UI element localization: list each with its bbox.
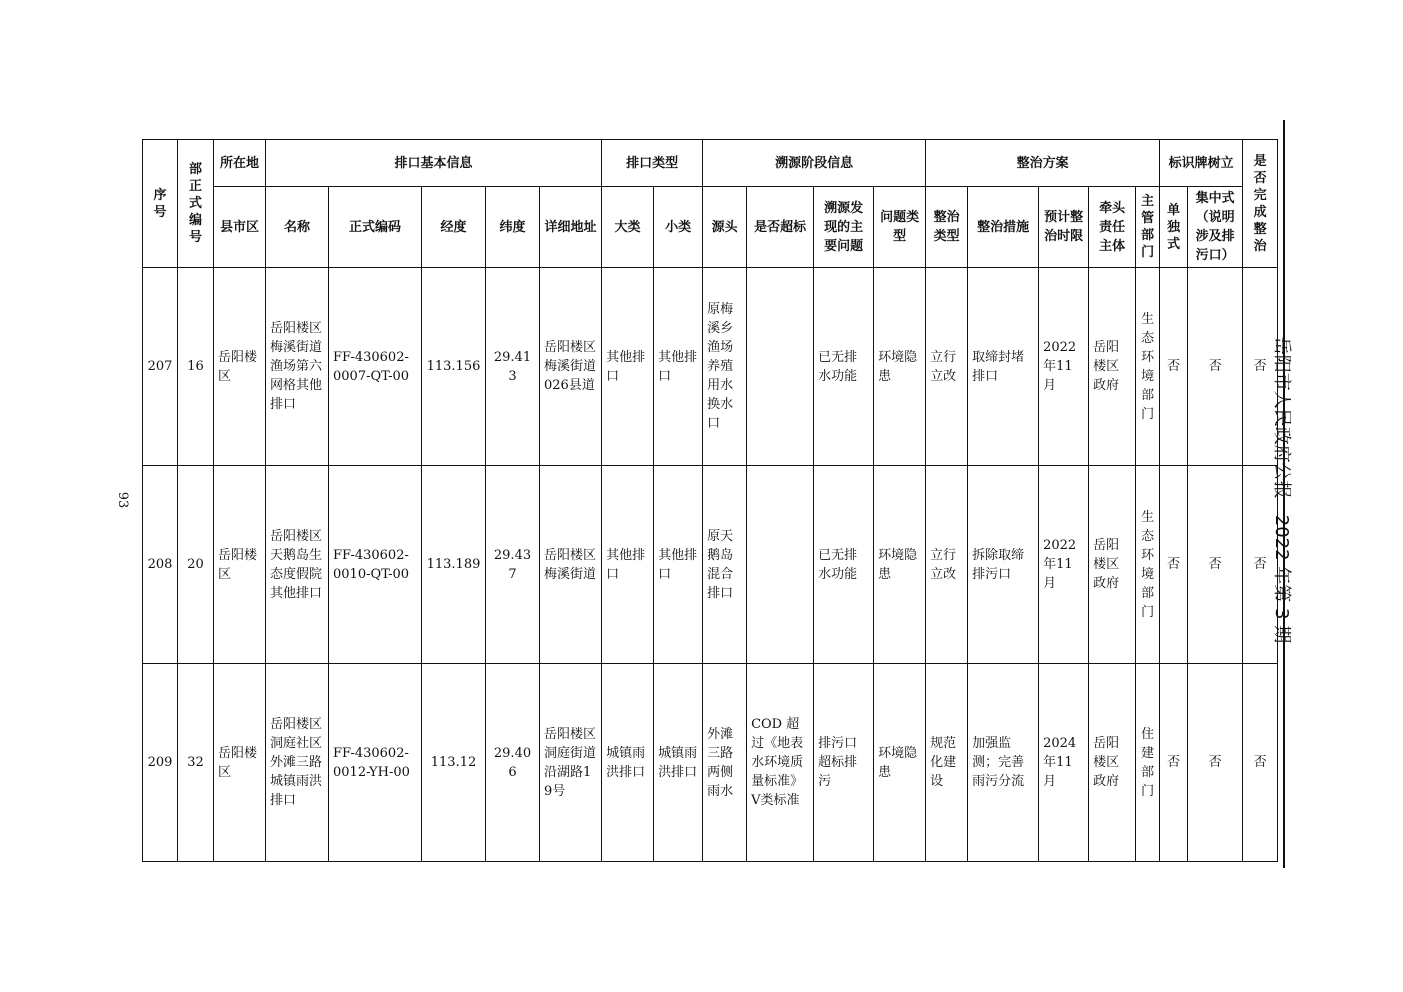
header-central: 集中式（说明涉及排污口） — [1188, 187, 1243, 268]
cell-major: 城镇雨洪排口 — [602, 664, 654, 862]
header-deadline: 预计整治时限 — [1039, 187, 1089, 268]
cell-rect-type: 规范化建设 — [926, 664, 968, 862]
cell-deadline: 2022年11月 — [1039, 466, 1089, 664]
journal-issue: 2022 年第 3 期 — [1271, 514, 1292, 644]
cell-seq: 207 — [143, 268, 178, 466]
cell-measure: 加强监测；完善雨污分流 — [968, 664, 1039, 862]
header-trace: 溯源阶段信息 — [703, 140, 926, 187]
cell-problem-type: 环境隐患 — [874, 268, 926, 466]
header-dept: 主管部门 — [1136, 187, 1160, 268]
cell-address: 岳阳楼区洞庭街道沿湖路19号 — [540, 664, 602, 862]
cell-problem-type: 环境隐患 — [874, 664, 926, 862]
table-row — [143, 268, 1278, 466]
cell-address: 岳阳楼区梅溪街道 — [540, 466, 602, 664]
cell-formal-no: 20 — [178, 466, 214, 664]
header-source: 源头 — [703, 187, 747, 268]
header-problem-type: 问题类型 — [874, 187, 926, 268]
cell-measure: 拆除取缔排污口 — [968, 466, 1039, 664]
cell-lng: 113.156 — [422, 268, 486, 466]
header-exceed: 是否超标 — [747, 187, 814, 268]
cell-source: 原天鹅岛混合排口 — [703, 466, 747, 664]
cell-deadline: 2022年11月 — [1039, 268, 1089, 466]
cell-name: 岳阳楼区梅溪街道渔场第六网格其他排口 — [266, 268, 329, 466]
journal-name: 岳阳市人民政府公报 — [1271, 336, 1292, 499]
cell-single: 否 — [1160, 664, 1188, 862]
cell-problem-type: 环境隐患 — [874, 466, 926, 664]
cell-done: 否 — [1243, 466, 1278, 664]
cell-name: 岳阳楼区天鹅岛生态度假院其他排口 — [266, 466, 329, 664]
cell-problem: 已无排水功能 — [814, 268, 874, 466]
header-rectify: 整治方案 — [926, 140, 1160, 187]
page-number: 93 — [115, 491, 130, 509]
header-sign: 标识牌树立 — [1160, 140, 1243, 187]
header-single: 单独式 — [1160, 187, 1188, 268]
cell-dept: 生态环境部门 — [1136, 466, 1160, 664]
cell-central: 否 — [1188, 268, 1243, 466]
cell-seq: 208 — [143, 466, 178, 664]
cell-problem: 排污口超标排污 — [814, 664, 874, 862]
cell-lng: 113.12 — [422, 664, 486, 862]
header-code: 正式编码 — [329, 187, 422, 268]
table-row — [143, 664, 1278, 862]
cell-dept: 住建部门 — [1136, 664, 1160, 862]
cell-lead: 岳阳楼区政府 — [1089, 466, 1136, 664]
header-address: 详细地址 — [540, 187, 602, 268]
header-done: 是否完成整治 — [1243, 140, 1278, 268]
cell-exceed — [747, 466, 814, 664]
cell-dept: 生态环境部门 — [1136, 268, 1160, 466]
cell-done: 否 — [1243, 664, 1278, 862]
cell-seq: 209 — [143, 664, 178, 862]
header-lat: 纬度 — [486, 187, 540, 268]
cell-lead: 岳阳楼区政府 — [1089, 664, 1136, 862]
cell-formal-no: 32 — [178, 664, 214, 862]
cell-major: 其他排口 — [602, 466, 654, 664]
cell-exceed — [747, 268, 814, 466]
cell-county: 岳阳楼区 — [214, 268, 266, 466]
cell-lat: 29.413 — [486, 268, 540, 466]
cell-minor: 其他排口 — [654, 466, 703, 664]
cell-major: 其他排口 — [602, 268, 654, 466]
table-row — [143, 466, 1278, 664]
header-problem: 溯源发现的主要问题 — [814, 187, 874, 268]
cell-done: 否 — [1243, 268, 1278, 466]
cell-code: FF-430602-0010-QT-00 — [329, 466, 422, 664]
cell-code: FF-430602-0007-QT-00 — [329, 268, 422, 466]
cell-rect-type: 立行立改 — [926, 466, 968, 664]
cell-lat: 29.437 — [486, 466, 540, 664]
cell-lead: 岳阳楼区政府 — [1089, 268, 1136, 466]
header-lead: 牵头责任主体 — [1089, 187, 1136, 268]
header-outlet-info: 排口基本信息 — [266, 140, 602, 187]
header-formal-no: 部正式编号 — [178, 140, 214, 268]
cell-lat: 29.406 — [486, 664, 540, 862]
outlet-table — [142, 139, 1278, 862]
cell-name: 岳阳楼区洞庭社区外滩三路城镇雨洪排口 — [266, 664, 329, 862]
header-outlet-type: 排口类型 — [602, 140, 703, 187]
cell-county: 岳阳楼区 — [214, 664, 266, 862]
cell-deadline: 2024年11月 — [1039, 664, 1089, 862]
cell-source: 外滩三路两侧雨水 — [703, 664, 747, 862]
cell-exceed: COD 超过《地表水环境质量标准》V类标准 — [747, 664, 814, 862]
cell-county: 岳阳楼区 — [214, 466, 266, 664]
cell-central: 否 — [1188, 466, 1243, 664]
header-county: 县市区 — [214, 187, 266, 268]
cell-single: 否 — [1160, 268, 1188, 466]
cell-formal-no: 16 — [178, 268, 214, 466]
cell-problem: 已无排水功能 — [814, 466, 874, 664]
cell-measure: 取缔封堵排口 — [968, 268, 1039, 466]
header-name: 名称 — [266, 187, 329, 268]
header-rect-type: 整治类型 — [926, 187, 968, 268]
header-location: 所在地 — [214, 140, 266, 187]
header-seq: 序号 — [143, 140, 178, 268]
header-major: 大类 — [602, 187, 654, 268]
cell-lng: 113.189 — [422, 466, 486, 664]
cell-address: 岳阳楼区梅溪街道026县道 — [540, 268, 602, 466]
cell-single: 否 — [1160, 466, 1188, 664]
cell-minor: 城镇雨洪排口 — [654, 664, 703, 862]
cell-code: FF-430602-0012-YH-00 — [329, 664, 422, 862]
cell-central: 否 — [1188, 664, 1243, 862]
cell-minor: 其他排口 — [654, 268, 703, 466]
header-lng: 经度 — [422, 187, 486, 268]
cell-source: 原梅溪乡渔场养殖用水换水口 — [703, 268, 747, 466]
header-measure: 整治措施 — [968, 187, 1039, 268]
cell-rect-type: 立行立改 — [926, 268, 968, 466]
header-minor: 小类 — [654, 187, 703, 268]
